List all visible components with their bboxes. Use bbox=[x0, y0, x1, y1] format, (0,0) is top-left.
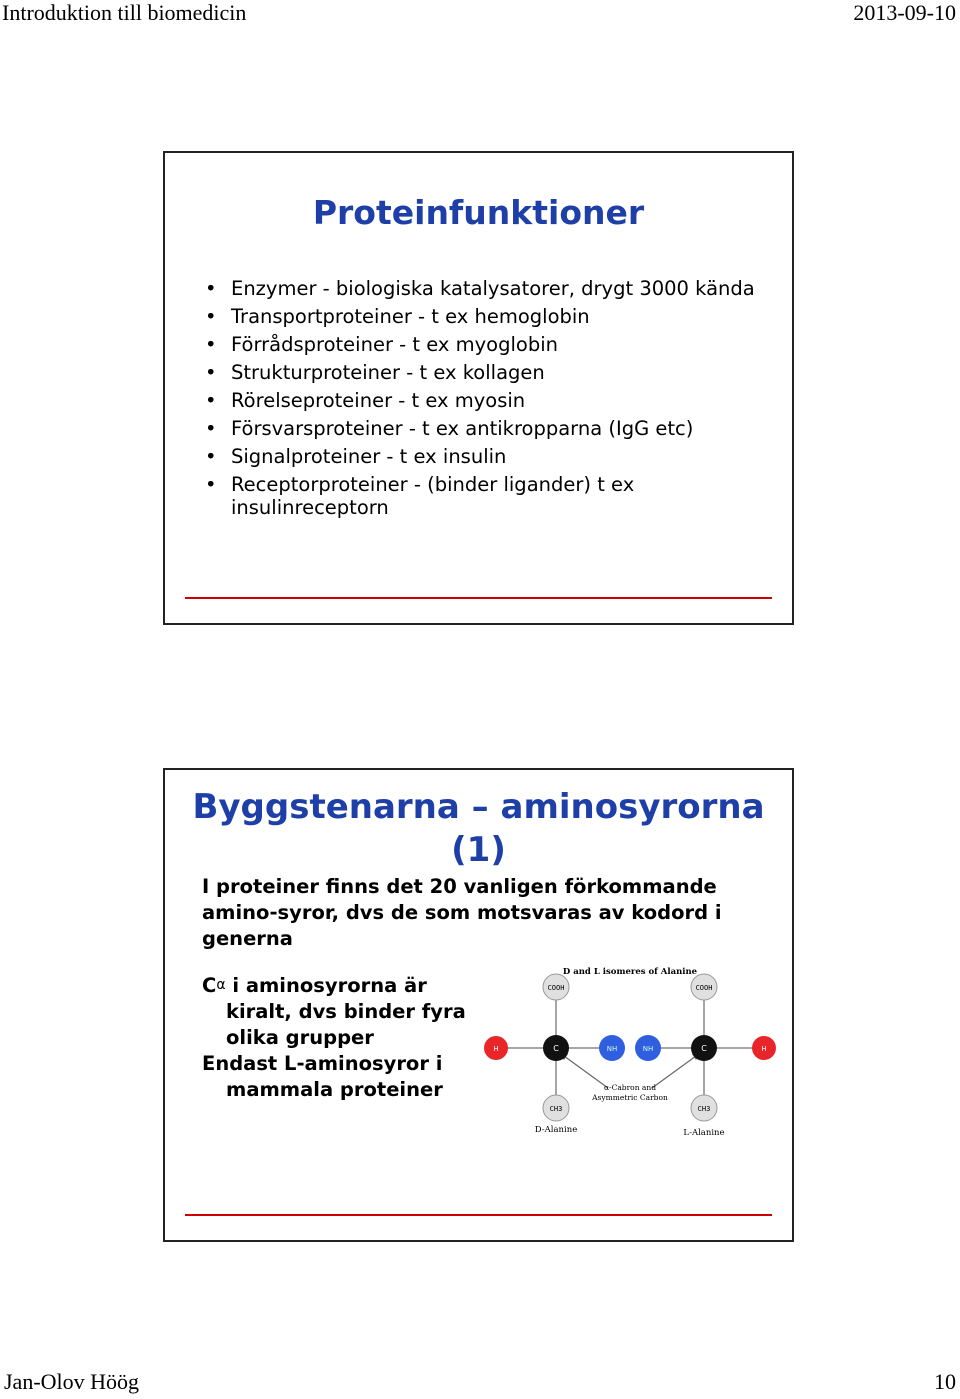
slide-divider bbox=[185, 1214, 772, 1216]
slide-title-line1: Byggstenarna – aminosyrorna bbox=[192, 787, 765, 827]
asymmetric-carbon-note: α-Cabron and bbox=[603, 1083, 657, 1092]
slide-divider bbox=[185, 597, 772, 599]
diagram-title: D and L isomeres of Alanine bbox=[562, 967, 698, 977]
bullet-item: • Signalproteiner - t ex insulin bbox=[205, 445, 772, 468]
arrow-line bbox=[564, 1056, 608, 1088]
l-alanine-label: L-Alanine bbox=[683, 1128, 725, 1138]
footer-page-number: 10 bbox=[934, 1369, 956, 1394]
bullet-item: • Rörelseproteiner - t ex myosin bbox=[205, 389, 772, 412]
slide-byggstenarna bbox=[163, 768, 794, 1242]
atom-label: CH3 bbox=[549, 1105, 563, 1113]
header-date: 2013-09-10 bbox=[853, 0, 956, 25]
atom-label: H bbox=[761, 1045, 767, 1053]
slide-title-line2: (1) bbox=[451, 830, 506, 870]
atom-label: NH bbox=[642, 1045, 654, 1053]
arrow-line bbox=[652, 1056, 696, 1088]
atom-label: NH bbox=[606, 1045, 618, 1053]
atom-label: C bbox=[701, 1044, 707, 1053]
intro-text: I proteiner finns det 20 vanligen förkommande amino-syror, dvs de som motsvaras av kodord i generna bbox=[202, 875, 722, 950]
asymmetric-carbon-note: Asymmetric Carbon bbox=[592, 1093, 668, 1102]
alpha-subscript: α bbox=[216, 977, 226, 993]
d-alanine-label: D-Alanine bbox=[534, 1125, 578, 1135]
atom-label: H bbox=[493, 1045, 499, 1053]
atom-label: C bbox=[553, 1044, 559, 1053]
bullet-list bbox=[205, 277, 772, 524]
header-course-title: Introduktion till biomedicin bbox=[2, 0, 247, 25]
slide-title bbox=[165, 786, 792, 872]
atom-label: COOH bbox=[695, 984, 713, 992]
bullet-item: • Strukturproteiner - t ex kollagen bbox=[205, 361, 772, 384]
atom-label: CH3 bbox=[697, 1105, 711, 1113]
chirality-paragraph bbox=[202, 972, 492, 1051]
footer-author: Jan-Olov Höög bbox=[4, 1369, 140, 1394]
l-amino-paragraph: Endast L-aminosyror i mammala proteiner bbox=[202, 1052, 443, 1101]
bullet-item: • Transportproteiner - t ex hemoglobin bbox=[205, 305, 772, 328]
bullet-item: • Receptorproteiner - (binder ligander) t ex insulinreceptorn bbox=[205, 473, 772, 519]
bullet-item: • Förrådsproteiner - t ex myoglobin bbox=[205, 333, 772, 356]
atom-label: COOH bbox=[547, 984, 565, 992]
slide-proteinfunktioner bbox=[163, 151, 794, 625]
alanine-isomer-diagram bbox=[480, 960, 780, 1140]
chirality-sentence: i aminosyrorna är kiralt, dvs binder fyra olika grupper bbox=[226, 974, 466, 1049]
chirality-text bbox=[202, 972, 492, 1103]
bullet-item: • Enzymer - biologiska katalysatorer, drygt 3000 kända bbox=[205, 277, 772, 300]
bullet-item: • Försvarsproteiner - t ex antikropparna (IgG etc) bbox=[205, 417, 772, 440]
c-alpha-letter: C bbox=[202, 974, 217, 997]
slide-title: Proteinfunktioner bbox=[312, 193, 645, 232]
